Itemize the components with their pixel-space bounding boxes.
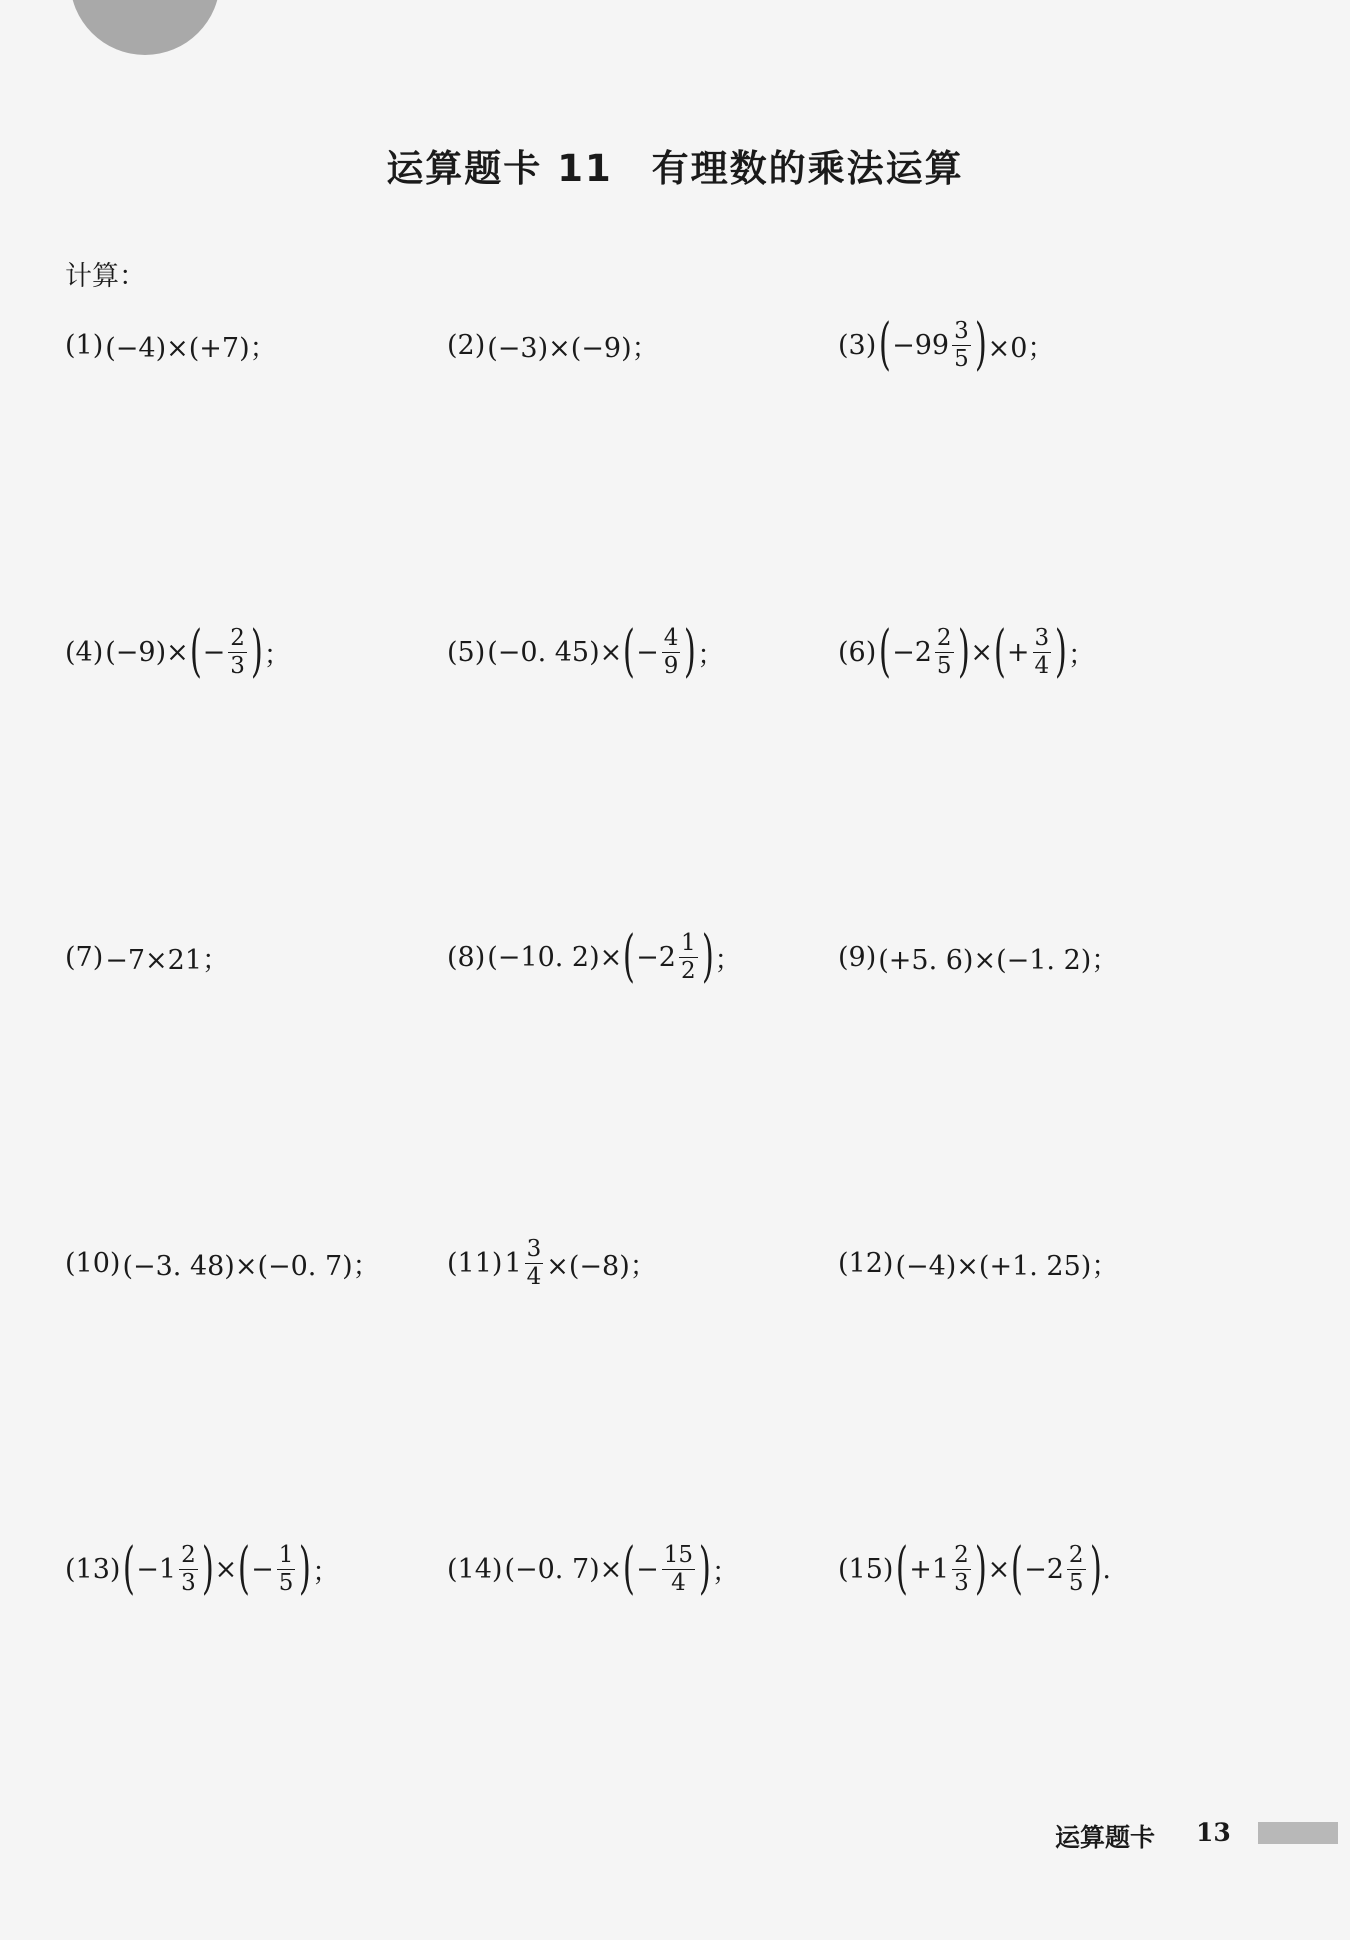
left-paren: ( — [993, 619, 1006, 684]
problem-15 — [838, 1534, 1111, 1604]
right-paren: ) — [1055, 619, 1068, 684]
numerator: 1 — [278, 1541, 294, 1568]
denominator: 2 — [680, 957, 696, 984]
fraction — [935, 624, 954, 679]
right-paren: ) — [299, 1536, 312, 1601]
numerator: 3 — [526, 1235, 542, 1262]
mixed-whole: −99 — [892, 329, 950, 361]
expression-tail: ×0； — [987, 332, 1055, 364]
page-number: 13 — [1196, 1818, 1231, 1847]
expression-tail: ； — [714, 944, 742, 976]
footer-decoration-bar — [1258, 1822, 1338, 1844]
fraction — [277, 1541, 296, 1596]
mixed-whole: −2 — [1024, 1553, 1064, 1585]
fraction — [1067, 1541, 1086, 1596]
problem-expression: (−4)×(+1. 25)； — [895, 1250, 1119, 1282]
problem-expression: −7×21； — [105, 944, 230, 976]
denominator: 3 — [230, 652, 245, 679]
footer-label: 运算题卡 — [1055, 1823, 1156, 1852]
left-paren: ( — [238, 1536, 251, 1601]
problem-1 — [65, 310, 277, 380]
expression-tail: ×(−8)； — [546, 1250, 657, 1282]
denominator: 3 — [181, 1569, 196, 1596]
problem-number: (15) — [838, 1553, 894, 1585]
problem-number: (1) — [65, 329, 104, 361]
denominator: 5 — [936, 652, 952, 679]
problem-number: (3) — [838, 329, 877, 361]
sign: − — [251, 1553, 274, 1585]
mixed-whole: −1 — [136, 1553, 177, 1585]
problem-number: (10) — [65, 1247, 121, 1279]
problem-number: (14) — [447, 1553, 503, 1585]
problem-number: (2) — [447, 329, 486, 361]
expression-tail: ； — [263, 639, 291, 671]
problem-expression: (−3. 48)×(−0. 7)； — [122, 1250, 380, 1282]
expression-tail: ； — [1068, 639, 1096, 671]
expression-prefix: (−0. 45)× — [487, 636, 623, 668]
denominator: 4 — [526, 1263, 542, 1290]
problem-5 — [447, 617, 724, 687]
problem-number: (8) — [447, 941, 486, 973]
instruction-text: 计算： — [65, 261, 146, 292]
expression-tail: . — [1102, 1553, 1111, 1585]
numerator: 2 — [230, 624, 245, 651]
problem-expression: (−4)×(+7)； — [105, 332, 277, 364]
problem-10 — [65, 1228, 380, 1298]
problem-number: (9) — [838, 941, 877, 973]
numerator: 3 — [954, 317, 969, 344]
fraction — [952, 1541, 971, 1596]
mixed-whole: 1 — [504, 1247, 522, 1279]
left-paren: ( — [623, 924, 636, 989]
right-paren: ) — [698, 1536, 711, 1601]
right-paren: ) — [974, 1536, 987, 1601]
right-paren: ) — [250, 619, 263, 684]
problem-number: (6) — [838, 636, 877, 668]
expression-prefix: (−9)× — [105, 636, 189, 668]
right-paren: ) — [957, 619, 970, 684]
left-paren: ( — [189, 619, 202, 684]
problem-number: (7) — [65, 941, 104, 973]
denominator: 4 — [1034, 652, 1050, 679]
problem-8 — [447, 922, 741, 992]
problem-7 — [65, 922, 229, 992]
denominator: 5 — [278, 1569, 294, 1596]
page-title: 运算题卡 11 有理数的乘法运算 — [386, 147, 964, 190]
problem-expression: (+5. 6)×(−1. 2)； — [878, 944, 1119, 976]
mixed-whole: −2 — [636, 941, 676, 973]
problem-4 — [65, 617, 291, 687]
right-paren: ) — [974, 312, 987, 377]
denominator: 5 — [1068, 1569, 1084, 1596]
left-paren: ( — [879, 619, 892, 684]
corner-decoration — [70, 0, 220, 55]
expression-prefix: (−10. 2)× — [487, 941, 623, 973]
fraction — [952, 317, 971, 372]
sign: − — [636, 1553, 659, 1585]
numerator: 2 — [936, 624, 952, 651]
right-paren: ) — [684, 619, 697, 684]
fraction — [228, 624, 247, 679]
mixed-whole: −2 — [892, 636, 932, 668]
mixed-whole: +1 — [909, 1553, 950, 1585]
numerator: 15 — [663, 1541, 694, 1568]
numerator: 3 — [1034, 624, 1050, 651]
problem-6 — [838, 617, 1095, 687]
expression-tail: ； — [312, 1556, 340, 1588]
right-paren: ) — [201, 1536, 214, 1601]
fraction — [662, 624, 681, 679]
problem-9 — [838, 922, 1118, 992]
sign: − — [636, 636, 659, 668]
sign: + — [1006, 636, 1030, 668]
left-paren: ( — [896, 1536, 909, 1601]
fraction — [525, 1235, 544, 1290]
denominator: 4 — [671, 1569, 686, 1596]
problem-number: (4) — [65, 636, 104, 668]
fraction — [679, 929, 698, 984]
denominator: 3 — [954, 1569, 969, 1596]
fraction — [662, 1541, 695, 1596]
problem-expression: (−3)×(−9)； — [487, 332, 659, 364]
right-paren: ) — [1089, 1536, 1102, 1601]
right-paren: ) — [701, 924, 714, 989]
problem-number: (13) — [65, 1553, 121, 1585]
expression-prefix: (−0. 7)× — [504, 1553, 623, 1585]
problem-number: (11) — [447, 1247, 503, 1279]
numerator: 2 — [1068, 1541, 1084, 1568]
operator: × — [987, 1553, 1011, 1585]
numerator: 4 — [663, 624, 679, 651]
left-paren: ( — [879, 312, 892, 377]
denominator: 5 — [954, 345, 969, 372]
problem-12 — [838, 1228, 1118, 1298]
fraction — [179, 1541, 198, 1596]
problem-number: (5) — [447, 636, 486, 668]
left-paren: ( — [1011, 1536, 1024, 1601]
numerator: 2 — [181, 1541, 196, 1568]
fraction — [1033, 624, 1052, 679]
left-paren: ( — [623, 1536, 636, 1601]
problem-13 — [65, 1534, 339, 1604]
denominator: 9 — [663, 652, 679, 679]
problem-number: (12) — [838, 1247, 894, 1279]
numerator: 2 — [954, 1541, 969, 1568]
problem-3 — [838, 310, 1054, 380]
expression-tail: ； — [711, 1556, 739, 1588]
left-paren: ( — [123, 1536, 136, 1601]
sign: − — [202, 636, 226, 668]
operator: × — [970, 636, 994, 668]
problem-2 — [447, 310, 659, 380]
problem-11 — [447, 1228, 657, 1298]
left-paren: ( — [623, 619, 636, 684]
operator: × — [214, 1553, 238, 1585]
problem-14 — [447, 1534, 739, 1604]
expression-tail: ； — [697, 639, 725, 671]
numerator: 1 — [680, 929, 696, 956]
